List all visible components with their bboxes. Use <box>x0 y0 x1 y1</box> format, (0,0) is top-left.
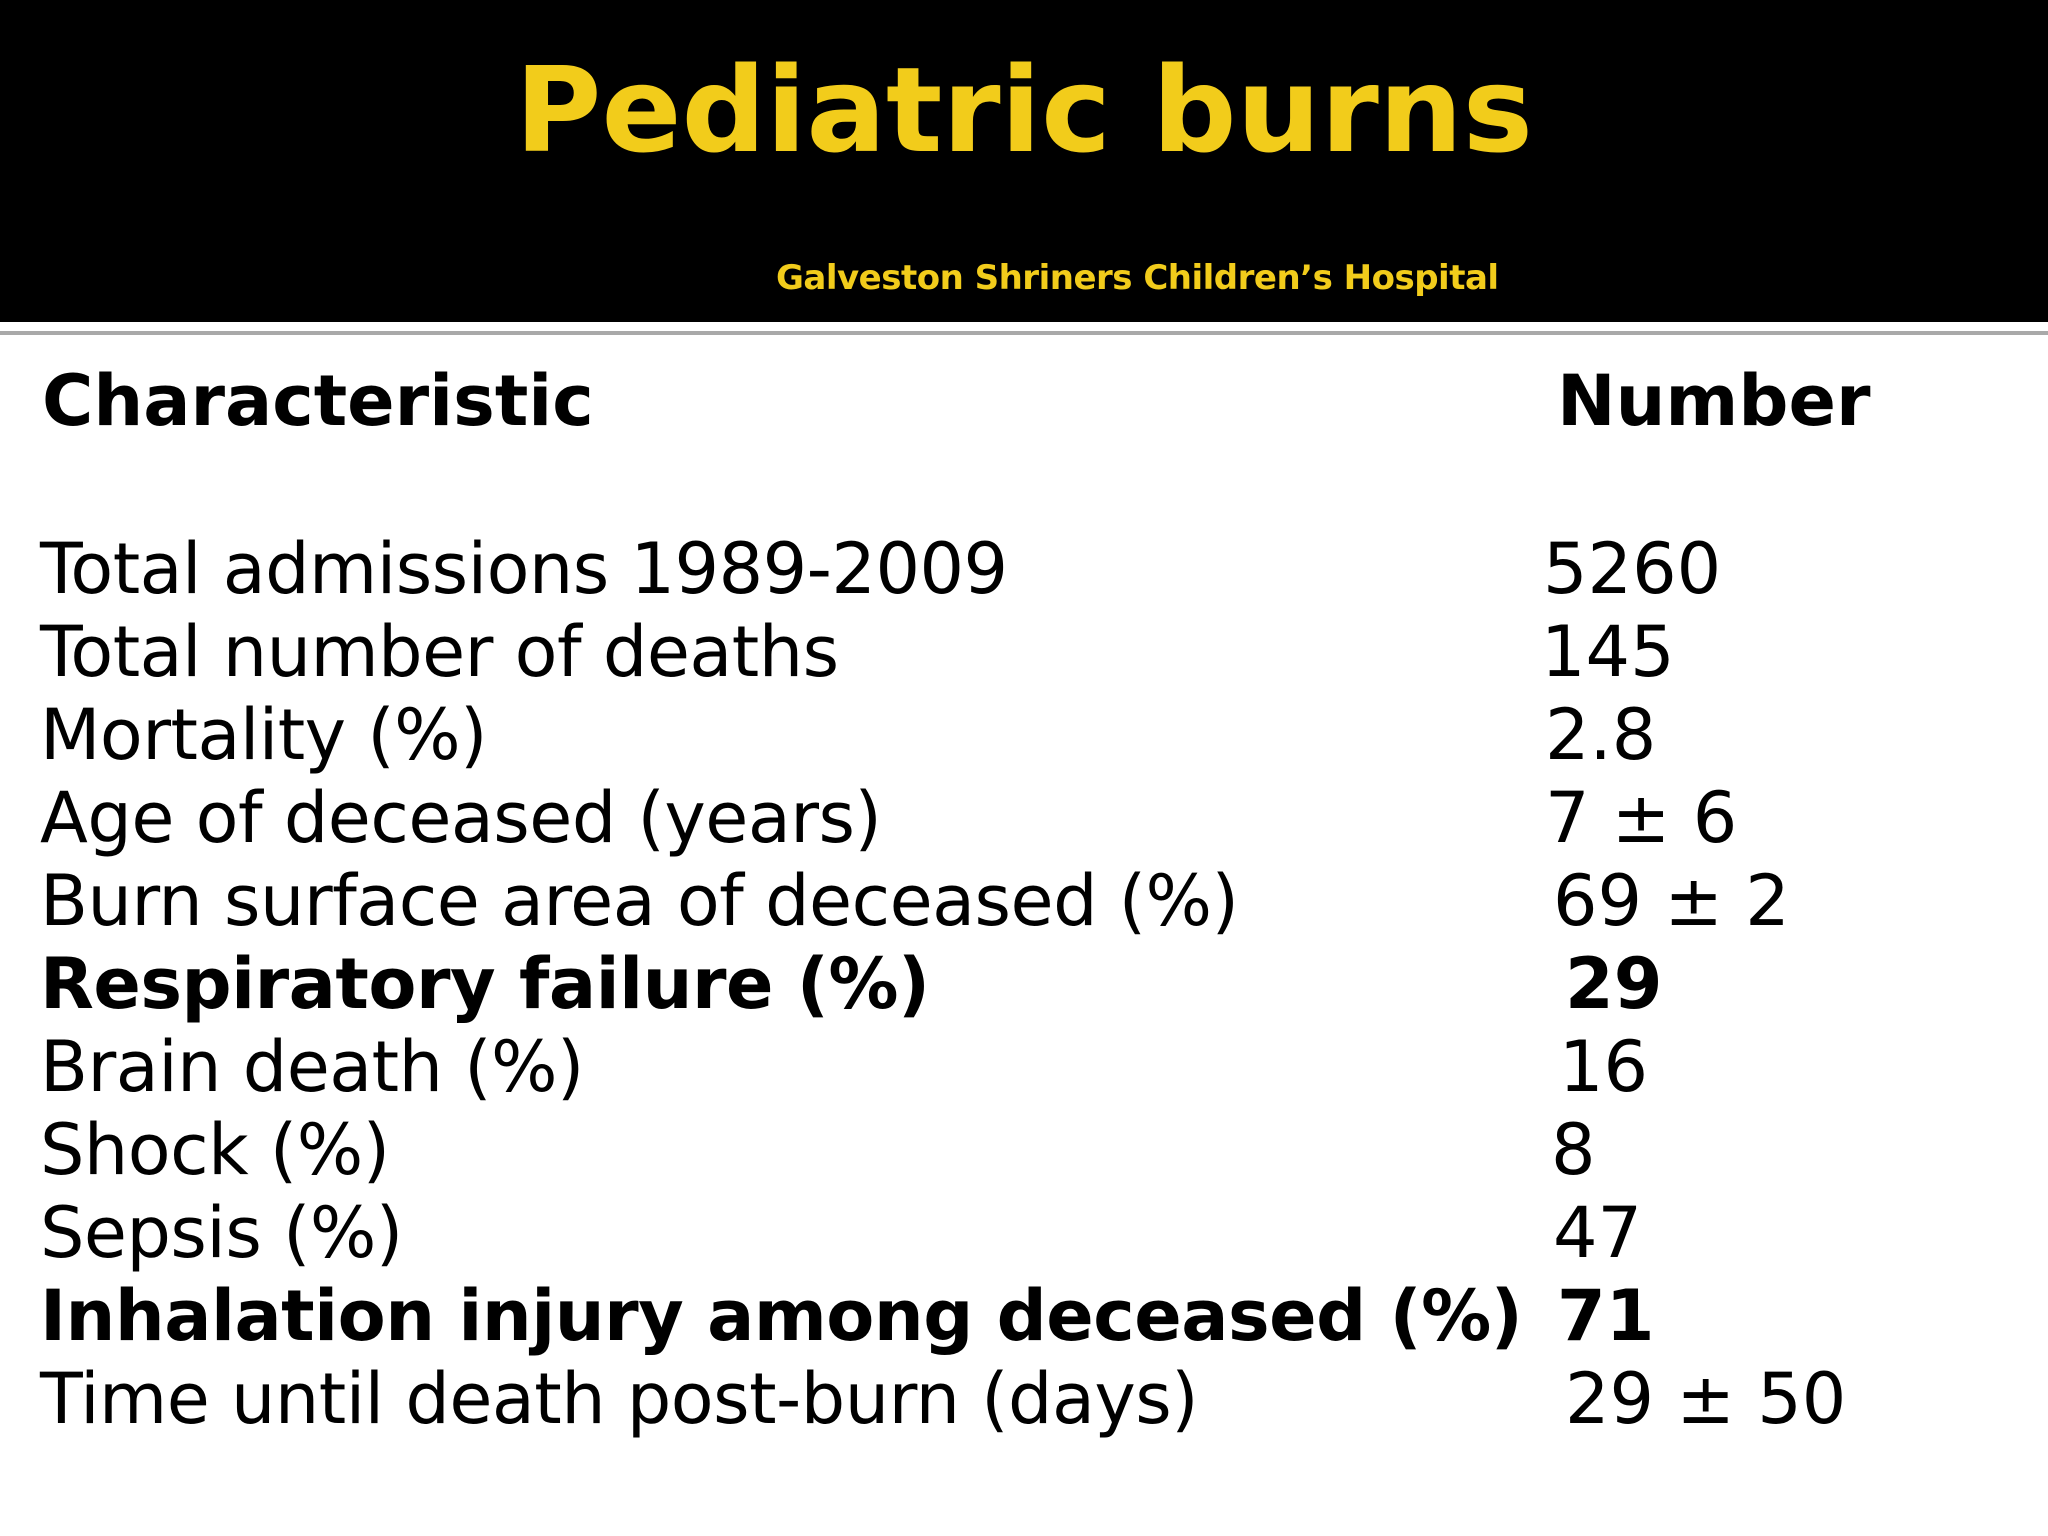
row-label: Respiratory failure (%) <box>40 943 930 1025</box>
row-label: Shock (%) <box>40 1109 390 1191</box>
row-value: 7 ± 6 <box>1545 777 1738 859</box>
table-row <box>0 1109 2048 1192</box>
row-label: Time until death post-burn (days) <box>40 1358 1199 1440</box>
table-row <box>0 694 2048 777</box>
table-row <box>0 611 2048 694</box>
row-label: Sepsis (%) <box>40 1192 403 1274</box>
row-label: Total admissions 1989-2009 <box>40 528 1008 610</box>
table-row <box>0 1358 2048 1441</box>
table-row <box>0 1192 2048 1275</box>
table-row <box>0 1026 2048 1109</box>
row-value: 2.8 <box>1545 694 1657 776</box>
row-value: 71 <box>1557 1275 1655 1357</box>
row-value: 5260 <box>1543 528 1722 610</box>
row-value: 47 <box>1553 1192 1643 1274</box>
table-row <box>0 1275 2048 1358</box>
row-label: Inhalation injury among deceased (%) <box>40 1275 1523 1357</box>
table-row <box>0 528 2048 611</box>
table-row <box>0 860 2048 943</box>
row-label: Total number of deaths <box>40 611 839 693</box>
row-label: Burn surface area of deceased (%) <box>40 860 1239 942</box>
header-divider <box>0 331 2048 335</box>
column-header-number: Number <box>1557 360 1871 442</box>
row-value: 145 <box>1541 611 1675 693</box>
row-label: Mortality (%) <box>40 694 487 776</box>
row-label: Brain death (%) <box>40 1026 584 1108</box>
row-value: 16 <box>1559 1026 1649 1108</box>
row-value: 29 ± 50 <box>1565 1358 1847 1440</box>
table-row <box>0 943 2048 1026</box>
column-header-characteristic: Characteristic <box>42 360 594 442</box>
row-label: Age of deceased (years) <box>40 777 882 859</box>
slide-title: Pediatric burns <box>514 41 1534 179</box>
title-banner <box>0 0 2048 322</box>
table-row <box>0 777 2048 860</box>
row-value: 69 ± 2 <box>1553 860 1790 942</box>
row-value: 8 <box>1551 1109 1596 1191</box>
slide-subtitle: Galveston Shriners Children’s Hospital <box>776 258 1499 298</box>
row-value: 29 <box>1565 943 1663 1025</box>
